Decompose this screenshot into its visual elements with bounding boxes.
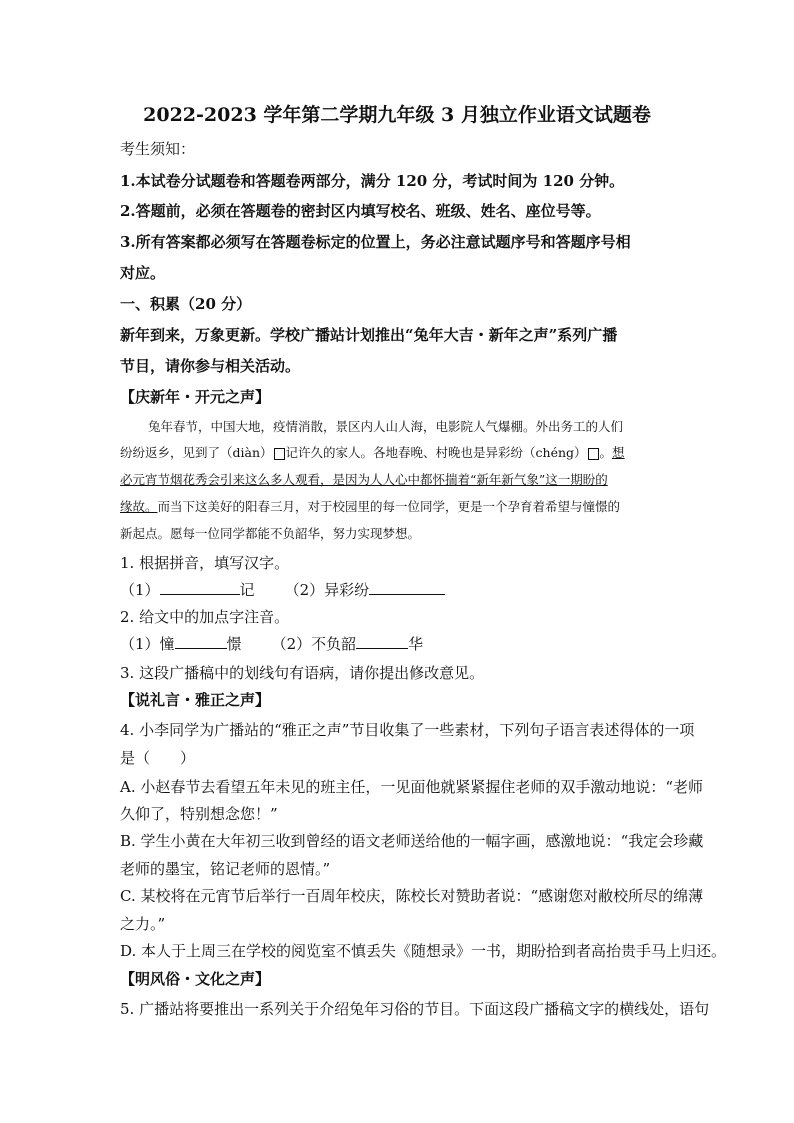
notice-heading: 考生须知：	[120, 140, 196, 158]
passage-line	[120, 442, 625, 464]
option-b-cont: 老师的墨宝，铭记老师的恩情。”	[120, 860, 331, 878]
underlined-sentence: 必元宵节烟花秀会引来这么多人观看，是因为人人心中都怀揣着“新年新气象”这一期盼的	[120, 472, 608, 487]
blank-label: 记	[239, 581, 255, 599]
section-intro-b: 节目，请你参与相关活动。	[120, 357, 301, 375]
blank-label: （1）	[120, 581, 160, 599]
underlined-sentence: 缘故。	[120, 499, 158, 514]
option-b: B. 学生小黄在大年初三收到曾经的语文老师送给他的一幅字画，感激地说：“我定会珍藏	[120, 832, 704, 850]
subsection-title: 【说礼言・雅正之声】	[120, 691, 271, 709]
answer-blank[interactable]	[356, 633, 408, 649]
passage-text: 而当下这美好的阳春三月，对于校园里的每一位同学，更是一个孕育着希望与憧憬的	[157, 499, 621, 514]
blank-label: （1）憧	[120, 635, 175, 653]
page-title: 2022-2023 学年第二学期九年级 3 月独立作业语文试题卷	[143, 104, 651, 126]
section-heading: 一、积累（20 分）	[120, 295, 252, 313]
option-a: A. 小赵春节去看望五年未见的班主任，一见面他就紧紧握住老师的双手激动地说：“老师	[120, 778, 704, 796]
question-3: 3. 这段广播稿中的划线句有语病，请你提出修改意见。	[120, 664, 485, 682]
blank-label: （2）不负韶	[271, 635, 357, 653]
question-2-blanks	[120, 633, 423, 655]
answer-blank[interactable]	[160, 579, 240, 595]
question-1-blanks	[120, 579, 445, 601]
notice-item-3a: 3.所有答案都必须写在答题卷标定的位置上，务必注意试题序号和答题序号相	[120, 233, 631, 251]
subsection-title: 【明风俗・文化之声】	[120, 970, 271, 988]
answer-blank[interactable]	[369, 579, 445, 595]
notice-item-2: 2.答题前，必须在答题卷的密封区内填写校名、班级、姓名、座位号等。	[120, 202, 601, 220]
answer-box	[274, 448, 285, 460]
section-intro-a: 新年到来，万象更新。学校广播站计划推出“兔年大吉・新年之声”系列广播	[120, 326, 618, 344]
blank-label: 华	[408, 635, 424, 653]
subsection-title: 【庆新年・开元之声】	[120, 388, 271, 406]
notice-item-3b: 对应。	[120, 264, 166, 282]
passage-text: 。	[599, 445, 613, 460]
answer-blank[interactable]	[175, 633, 227, 649]
question-1: 1. 根据拼音，填写汉字。	[120, 554, 290, 572]
notice-item-1: 1.本试卷分试题卷和答题卷两部分，满分 120 分，考试时间为 120 分钟。	[120, 172, 625, 190]
answer-box	[588, 448, 599, 460]
underlined-sentence: 想	[612, 445, 625, 460]
option-d: D. 本人于上周三在学校的阅览室不慎丢失《随想录》一书，期盼拾到者高抬贵手马上归还。	[120, 942, 727, 960]
passage-text: 纷纷返乡，见到了（diàn）	[120, 445, 273, 460]
blank-label: （2）异彩纷	[284, 581, 370, 599]
blank-label: 憬	[226, 635, 242, 653]
question-4-cont: 是（ ）	[120, 749, 196, 767]
passage-line: 新起点。愿每一位同学都能不负韶华，努力实现梦想。	[120, 526, 421, 541]
option-c-cont: 之力。”	[120, 915, 166, 933]
passage-text: 记许久的家人。各地春晚、村晚也是异彩纷（chéng）	[285, 445, 587, 460]
question-2: 2. 给文中的加点字注音。	[120, 608, 290, 626]
question-5: 5. 广播站将要推出一系列关于介绍兔年习俗的节目。下面这段广播稿文字的横线处，语句	[120, 1000, 710, 1018]
option-a-cont: 久仰了，特别想念您！”	[120, 805, 278, 823]
passage-line	[120, 496, 620, 518]
passage-line: 兔年春节，中国大地，疫情消散，景区内人山人海，电影院人气爆棚。外出务工的人们	[148, 419, 624, 434]
question-4: 4. 小李同学为广播站的“雅正之声”节目收集了一些素材，下列句子语言表述得体的一项	[120, 721, 695, 739]
option-c: C. 某校将在元宵节后举行一百周年校庆，陈校长对赞助者说：“感谢您对敝校所尽的绵薄	[120, 887, 704, 905]
